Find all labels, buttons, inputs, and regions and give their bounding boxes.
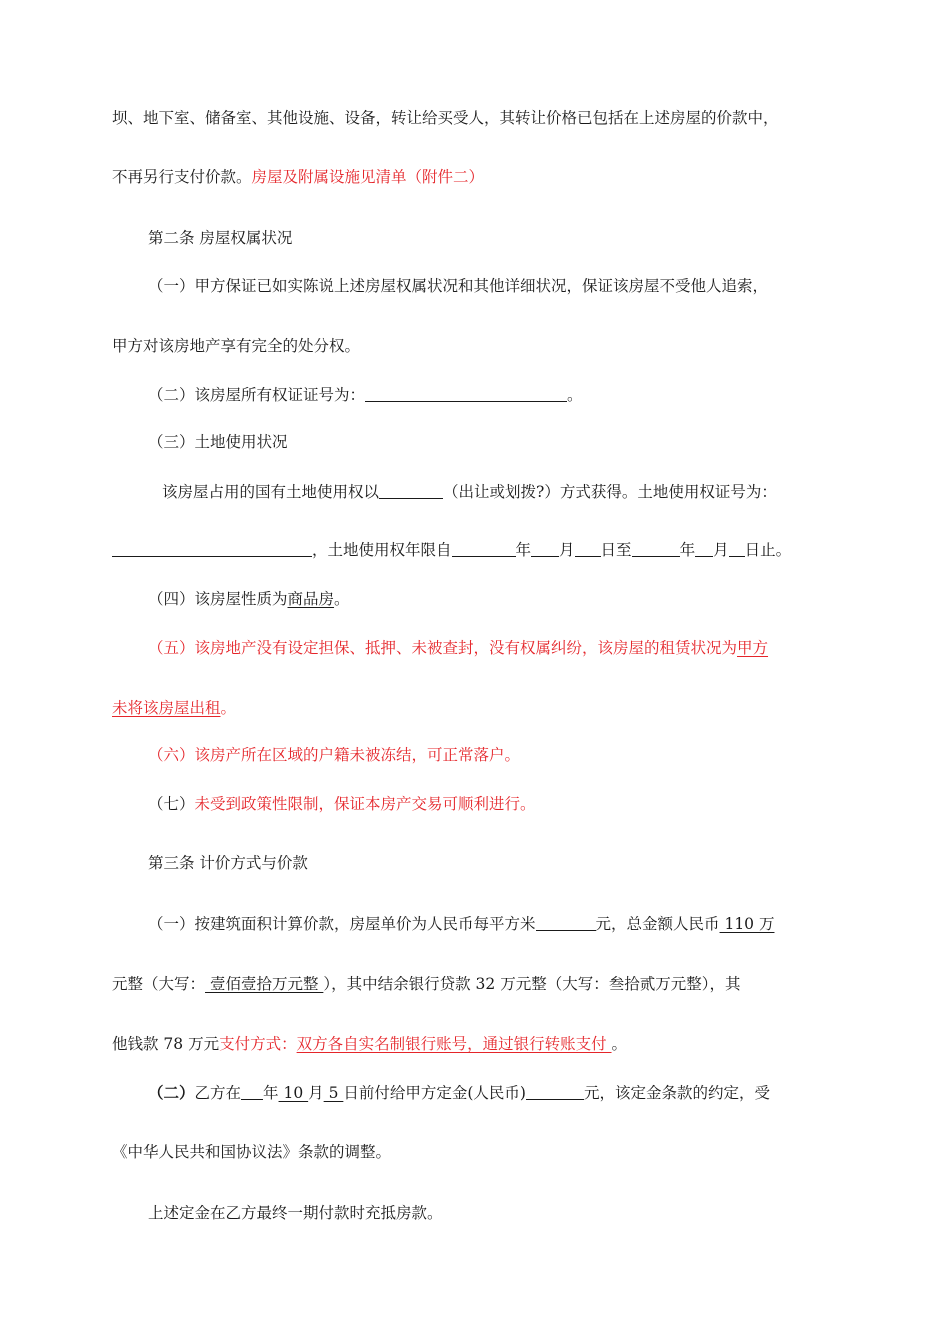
text: 年 [515,541,532,559]
start-day-blank [575,540,601,557]
lease-status: 甲方 [737,639,769,657]
paragraph-line [112,974,740,994]
text: ，土地使用权年限自 [312,541,452,559]
paragraph-line [148,914,774,934]
text: 元，该定金条款的约定，受 [583,1084,770,1102]
text: 该房屋占用的国有土地使用权以 [162,483,380,501]
paragraph-line [112,167,484,187]
text: 第三条 计价方式与价款 [148,854,308,872]
text: 第二条 房屋权属状况 [148,229,293,247]
text: （二）该房屋所有权证证号为： [148,386,366,404]
text: （六）该房产所在区域的户籍未被冻结，可正常落户。 [148,746,521,764]
payment-method: 双方各自实名制银行账号，通过银行转账支付 [296,1035,612,1053]
text: 日止。 [744,541,792,559]
paragraph-line [148,1083,770,1103]
text: 《中华人民共和国协议法》条款的调整。 [112,1143,392,1161]
paragraph-line [148,794,536,814]
text: （七） [148,795,195,813]
text: 年 [679,541,696,559]
text: 。 [334,590,350,608]
text: 元，总金额人民币 [595,915,720,933]
end-day-blank [729,540,745,557]
property-type: 商品房 [287,590,335,608]
unit-price-blank [536,914,596,931]
paragraph-line [112,540,791,560]
lease-status: 未将该房屋出租 [112,699,221,717]
paragraph-line [148,432,288,452]
text: 上述定金在乙方最终一期付款时充抵房款。 [148,1204,443,1222]
payment-method-label: 支付方式： [219,1035,297,1053]
text: （一）甲方保证已如实陈说上述房屋权属状况和其他详细状况，保证该房屋不受他人追索， [148,277,769,295]
text: 乙方在 [194,1084,242,1102]
start-year-blank [452,540,516,557]
paragraph-line [148,276,768,296]
paragraph-line [112,108,779,128]
text: 元整（大写： [112,975,206,993]
certificate-number-blank [365,385,567,402]
text: ），其中结余银行贷款 32 万元整（大写：叁拾贰万元整），其 [323,975,741,993]
text: 不再另行支付价款。 [112,168,252,186]
text: 。 [567,386,583,404]
paragraph-line [148,385,583,405]
text: （出让或划拨?）方式获得。土地使用权证号为： [443,483,777,501]
text: （五）该房地产没有设定担保、抵押、未被查封，没有权属纠纷，该房屋的租赁状况为 [148,639,738,657]
end-month-blank [695,540,713,557]
total-amount: 110 万 [719,915,775,933]
paragraph-line [112,336,360,356]
end-year-blank [632,540,680,557]
text: （四）该房屋性质为 [148,590,288,608]
land-certificate-blank [112,540,312,557]
policy-note: 未受到政策性限制，保证本房产交易可顺利进行。 [194,795,536,813]
text: 。 [220,699,237,717]
attachment-note: 房屋及附属设施见清单（附件二） [251,168,485,186]
text: （三）土地使用状况 [148,433,288,451]
paragraph-line [148,638,768,658]
paragraph-line [148,589,350,609]
text: 月 [308,1084,324,1102]
text: 月 [559,541,575,559]
deposit-month: 10 [278,1084,309,1102]
acquisition-method-blank [379,482,443,499]
deposit-amount-blank [526,1083,584,1100]
paragraph-line [112,1034,627,1054]
paragraph-line [112,1142,391,1162]
paragraph-line [148,745,520,765]
text: 。 [611,1035,628,1053]
text: 他钱款 78 万元 [112,1035,220,1053]
paragraph-line [148,1203,443,1223]
article-heading [148,228,292,248]
text: （二） [148,1083,195,1102]
text: 月 [713,541,729,559]
article-heading [148,853,308,873]
deposit-day: 5 [323,1084,344,1102]
text: 甲方对该房地产享有完全的处分权。 [112,337,361,355]
text: 日至 [600,541,632,559]
total-amount-words: 壹佰壹拾万元整 [205,975,324,993]
paragraph-line [112,698,236,718]
text: 年 [263,1084,279,1102]
start-month-blank [531,540,559,557]
deposit-year-blank [241,1083,263,1100]
paragraph-line [162,482,777,502]
text: 坝、地下室、储备室、其他设施、设备，转让给买受人，其转让价格已包括在上述房屋的价款中， [112,109,779,127]
text: 日前付给甲方定金(人民币) [343,1084,526,1102]
text: （一）按建筑面积计算价款，房屋单价为人民币每平方米 [148,915,536,933]
